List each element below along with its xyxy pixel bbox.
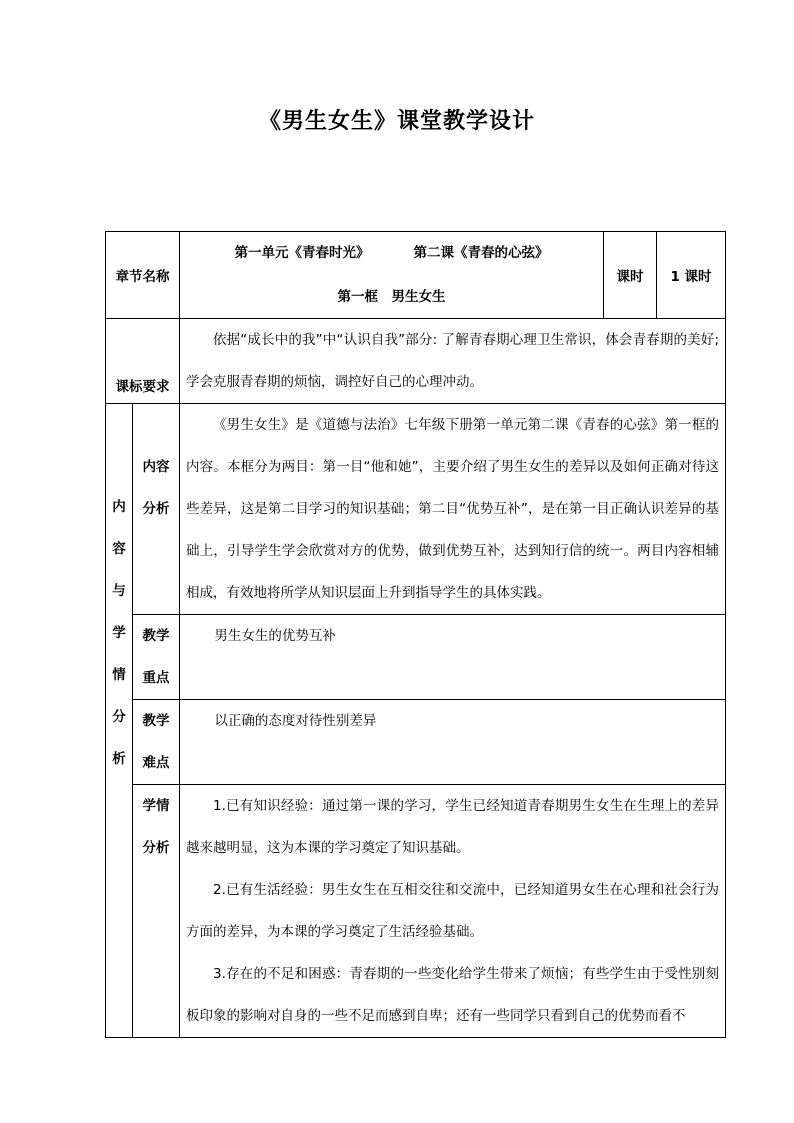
difficulty-row bbox=[106, 700, 726, 785]
standard-text: 依据“成长中的我”中“认识自我”部分: 了解青春期心理卫生常识，体会青春期的美好;学会克服青春期的烦恼，调控好自己的心理冲动。 bbox=[186, 332, 719, 390]
student-label-line: 学情 bbox=[142, 798, 170, 814]
content-analysis-row bbox=[106, 404, 726, 615]
group-char: 析 bbox=[112, 751, 126, 767]
key-point-label bbox=[133, 615, 180, 700]
group-char: 情 bbox=[112, 667, 126, 683]
content-label-line: 内容 bbox=[142, 459, 170, 475]
group-char: 内 bbox=[112, 499, 126, 515]
key-point-label-line: 重点 bbox=[142, 670, 170, 686]
chapter-label: 章节名称 bbox=[106, 232, 180, 319]
student-item-3: 3.存在的不足和困惑：青春期的一些变化给学生带来了烦恼；有些学生由于受性别刻板印象的影响对自身的一些不足而感到自卑；还有一些同学只看到自己的优势而看不 bbox=[186, 966, 719, 1024]
hours-value: 1 课时 bbox=[657, 232, 726, 319]
frame-title: 第一框 男生女生 bbox=[337, 289, 446, 305]
student-label-line: 分析 bbox=[142, 840, 170, 856]
difficulty-cell bbox=[180, 700, 726, 785]
standard-row bbox=[106, 319, 726, 404]
document-title: 《男生女生》课堂教学设计 bbox=[258, 108, 535, 134]
group-char: 与 bbox=[112, 583, 126, 599]
chapter-row bbox=[106, 232, 726, 319]
standard-label bbox=[106, 319, 180, 404]
key-point-cell bbox=[180, 615, 726, 700]
student-analysis-cell bbox=[180, 785, 726, 1038]
student-item-2: 2.已有生活经验：男生女生在互相交往和交流中，已经知道男女生在心理和社会行为方面的差异，为本课的学习奠定了生活经验基础。 bbox=[186, 882, 719, 940]
lesson-title: 第二课《青春的心弦》 bbox=[413, 245, 549, 261]
standard-label-text: 课标要求 bbox=[115, 379, 170, 395]
student-analysis-label bbox=[133, 785, 180, 1038]
difficulty-label-line: 难点 bbox=[142, 755, 170, 771]
difficulty-label-line: 教学 bbox=[142, 713, 170, 729]
group-char: 学 bbox=[112, 625, 126, 641]
analysis-group-label bbox=[106, 404, 133, 1038]
difficulty-text: 以正确的态度对待性别差异 bbox=[214, 713, 377, 729]
student-item-1: 1.已有知识经验：通过第一课的学习，学生已经知道青春期男生女生在生理上的差异越来越明显，这为本课的学习奠定了知识基础。 bbox=[186, 798, 719, 856]
content-analysis-label bbox=[133, 404, 180, 615]
standard-text-cell bbox=[180, 319, 726, 404]
lesson-design-table bbox=[105, 231, 726, 1038]
key-point-text: 男生女生的优势互补 bbox=[214, 628, 336, 644]
unit-title: 第一单元《青春时光》 bbox=[234, 245, 370, 261]
group-char: 容 bbox=[112, 541, 126, 557]
hours-label: 课时 bbox=[604, 232, 657, 319]
chapter-cell bbox=[180, 232, 604, 319]
key-point-label-line: 教学 bbox=[142, 628, 170, 644]
content-label-line: 分析 bbox=[142, 501, 170, 517]
key-point-row bbox=[106, 615, 726, 700]
group-char: 分 bbox=[112, 709, 126, 725]
student-analysis-row bbox=[106, 785, 726, 1038]
content-analysis-text: 《男生女生》是《道德与法治》七年级下册第一单元第二课《青春的心弦》第一框的内容。本框分为两目：第一目“他和她”，主要介绍了男生女生的差异以及如何正确对待这些差异，这是第二目学习的知识基础；第二目“优势互补”，是在第一目正确认识差异的基础上，引导学生学会欣赏对方的优势，做到优势互补，达到知行信的统一。两目内容相辅相成，有效地将所学从知识层面上升到指导学生的具体实践。 bbox=[186, 417, 719, 601]
difficulty-label bbox=[133, 700, 180, 785]
content-analysis-cell bbox=[180, 404, 726, 615]
